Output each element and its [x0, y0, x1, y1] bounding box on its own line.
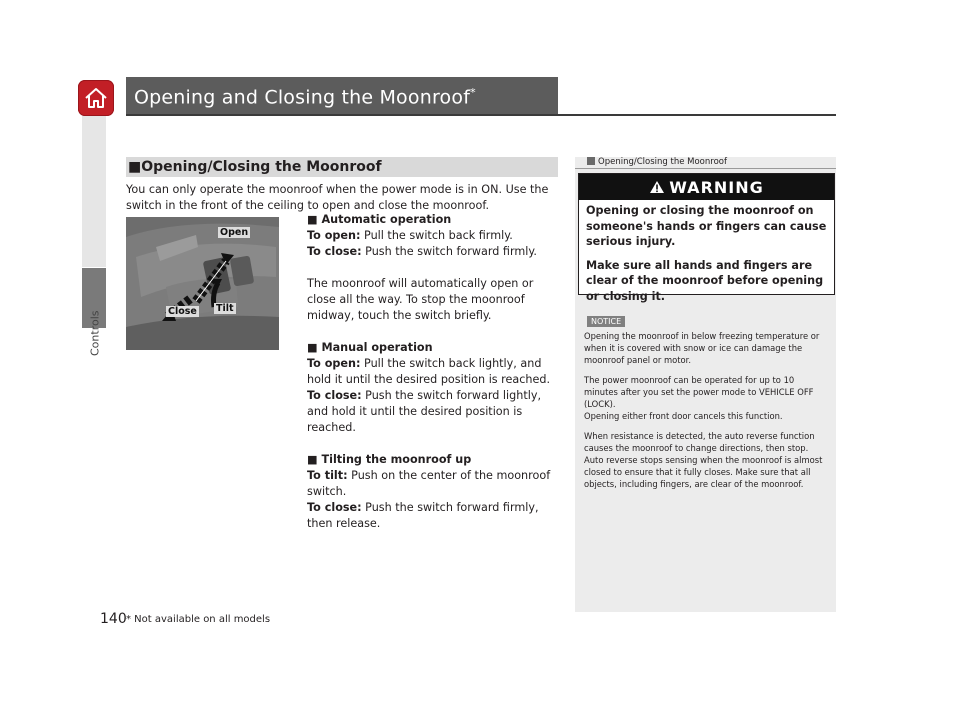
warning-icon	[649, 180, 665, 194]
close-label: Close	[168, 306, 197, 317]
warning-header: WARNING	[579, 174, 834, 200]
open-label: Open	[220, 227, 249, 238]
manual-open: To open: Pull the switch back lightly, and hold it until the desired position is reached.	[307, 357, 551, 386]
home-icon	[84, 87, 108, 109]
tilt-close: To close: Push the switch forward firmly, then release.	[307, 501, 539, 530]
intro-text: You can only operate the moonroof when the power mode is in ON. Use the switch in the front of the ceiling to open and close the moonroof.	[126, 183, 549, 212]
manual-close: To close: Push the switch forward lightly, and hold it until the desired position is reached.	[307, 389, 542, 434]
title-asterisk: *	[470, 86, 476, 99]
warning-paragraph-2: Make sure all hands and fingers are clear of the moonroof before opening or closing it.	[586, 258, 824, 303]
page-number: 140	[100, 611, 127, 627]
sidebar-section-label: Controls	[88, 310, 102, 356]
moonroof-switch-illustration	[126, 217, 279, 350]
note-reference[interactable]: Opening/Closing the Moonroof	[587, 157, 727, 167]
section-heading: ■Opening/Closing the Moonroof	[128, 159, 382, 175]
note-divider	[575, 168, 836, 169]
tilt-instruction: To tilt: Push on the center of the moonroof switch.	[307, 469, 551, 498]
sidebar-strip	[82, 112, 106, 267]
tilt-heading: ■ Tilting the moonroof up	[307, 453, 472, 466]
reference-icon	[587, 157, 595, 165]
automatic-heading: ■ Automatic operation	[307, 213, 452, 226]
automatic-close: To close: Push the switch forward firmly.	[307, 245, 537, 258]
title-underline	[126, 114, 836, 116]
manual-heading: ■ Manual operation	[307, 341, 433, 354]
note-paragraph-2: Opening either front door cancels this function.	[584, 411, 783, 421]
notice-badge: NOTICE	[587, 316, 625, 327]
tilt-label: Tilt	[216, 303, 234, 314]
warning-text	[586, 203, 832, 312]
automatic-paragraph: The moonroof will automatically open or close all the way. To stop the moonroof midway, touch the switch briefly.	[307, 277, 534, 322]
warning-paragraph-1: Opening or closing the moonroof on someone's hands or fingers can cause serious injury.	[586, 204, 827, 248]
notice-paragraph: Opening the moonroof in below freezing temperature or when it is covered with snow or ice can damage the moonroof panel or motor.	[584, 331, 820, 365]
instructions	[307, 212, 559, 532]
home-button[interactable]	[78, 80, 114, 116]
note-text	[584, 330, 828, 498]
note-paragraph-3: When resistance is detected, the auto reverse function causes the moonroof to change directions, then stop. Auto reverse stops sensing when the moonroof is almost closed to ensure that it fully closes. Make sure that all objects, including fingers, are clear of the moonroof.	[584, 431, 823, 489]
note-paragraph-1: The power moonroof can be operated for up to 10 minutes after you set the power mode to VEHICLE OFF (LOCK).	[584, 375, 814, 409]
page-title: Opening and Closing the Moonroof*	[134, 86, 476, 109]
automatic-open: To open: Pull the switch back firmly.	[307, 229, 513, 242]
footnote: * Not available on all models	[126, 614, 271, 625]
